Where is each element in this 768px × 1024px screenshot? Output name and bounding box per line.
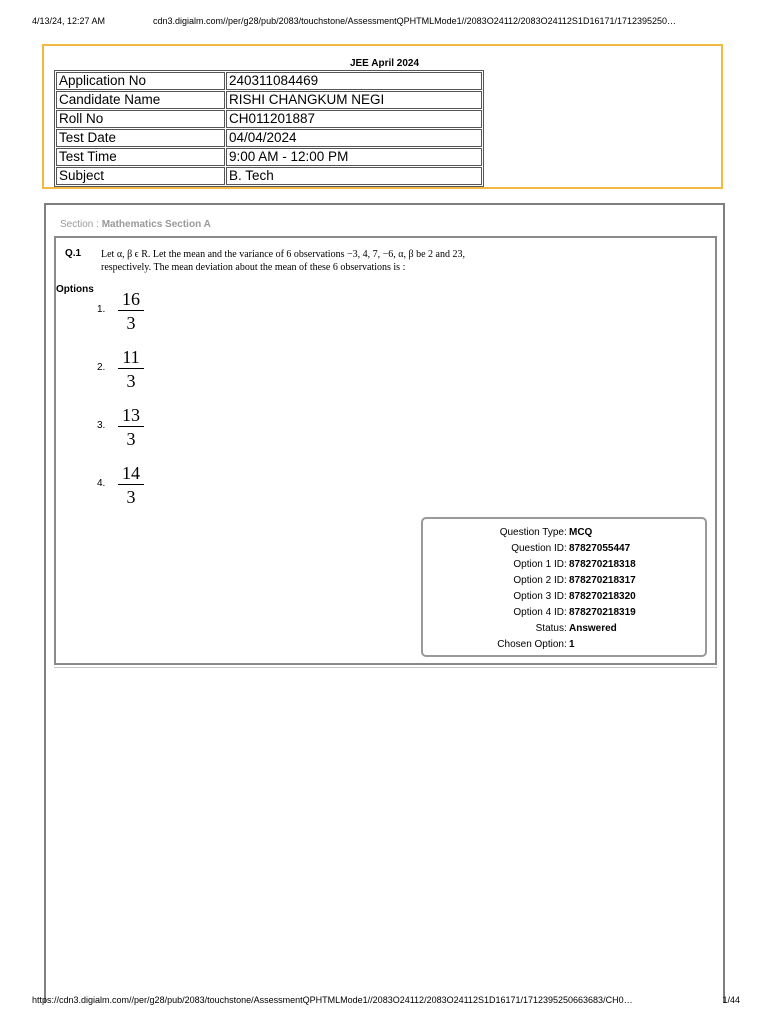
meta-separator: : [564,575,567,586]
fraction-denominator: 3 [126,313,136,333]
row-label: Roll No [56,110,225,128]
row-label: Subject [56,167,225,185]
meta-row [423,607,705,623]
section-panel [44,203,725,1003]
meta-label: Status [535,623,564,634]
fraction-denominator: 3 [126,371,136,391]
fraction-numerator: 14 [122,463,140,483]
meta-separator: : [564,607,567,618]
section-prefix: Section : [60,219,99,230]
fraction-numerator: 13 [122,405,140,425]
meta-label: Chosen Option [497,639,564,650]
option-number: 3. [97,420,106,431]
question-meta-panel [421,517,707,657]
fraction-denominator: 3 [126,487,136,507]
option-number: 1. [97,304,106,315]
fraction-numerator: 16 [122,289,140,309]
fraction-numerator: 11 [122,347,140,367]
meta-separator: : [564,543,567,554]
fraction-bar [118,426,144,427]
table-row [56,167,482,185]
table-row [56,72,482,90]
row-label: Test Date [56,129,225,147]
question-number: Q.1 [65,248,82,259]
meta-row [423,559,705,575]
meta-row [423,527,705,543]
option-fraction [118,289,144,333]
meta-label: Option 3 ID [513,591,564,602]
section-label [60,219,211,230]
candidate-info-panel [42,44,723,189]
option-fraction [118,347,144,391]
row-value: B. Tech [226,167,482,185]
meta-separator: : [564,559,567,570]
meta-label: Option 2 ID [513,575,564,586]
meta-value: Answered [569,623,617,634]
meta-value: 878270218319 [569,607,636,618]
meta-separator: : [564,527,567,538]
meta-value: MCQ [569,527,593,538]
meta-separator: : [564,591,567,602]
table-row [56,148,482,166]
question-text-line: Let α, β ϵ R. Let the mean and the variance of 6 observations −3, 4, 7, −6, α, β be 2 and 23, [101,249,465,260]
option-number: 4. [97,478,106,489]
meta-label: Question ID [511,543,564,554]
option-fraction [118,463,144,507]
row-label: Application No [56,72,225,90]
row-value: CH011201887 [226,110,482,128]
meta-value: 87827055447 [569,543,631,554]
fraction-bar [118,310,144,311]
meta-row [423,543,705,559]
question-text-line: respectively. The mean deviation about the mean of these 6 observations is : [101,262,406,273]
candidate-info-table [54,70,484,187]
meta-value: 878270218318 [569,559,636,570]
table-row [56,110,482,128]
meta-row [423,639,705,655]
option-number: 2. [97,362,106,373]
print-url[interactable]: cdn3.digialm.com//per/g28/pub/2083/touchstone/AssessmentQPHTMLMode1//2083O24112/2083O24112S1D16171/1712395250… [153,16,677,26]
row-value: RISHI CHANGKUM NEGI [226,91,482,109]
table-row [56,91,482,109]
meta-value: 878270218317 [569,575,636,586]
meta-value: 878270218320 [569,591,636,602]
print-timestamp: 4/13/24, 12:27 AM [32,16,106,26]
question-text [101,248,521,274]
meta-label: Option 4 ID [513,607,564,618]
meta-row [423,623,705,639]
options-heading: Options [56,284,94,295]
row-label: Test Time [56,148,225,166]
row-label: Candidate Name [56,91,225,109]
fraction-bar [118,484,144,485]
meta-separator: : [564,639,567,650]
meta-row [423,575,705,591]
fraction-bar [118,368,144,369]
row-value: 04/04/2024 [226,129,482,147]
meta-row [423,591,705,607]
option-fraction [118,405,144,449]
meta-separator: : [564,623,567,634]
divider [54,667,717,668]
section-name: Mathematics Section A [101,219,211,230]
question-panel [54,236,717,665]
fraction-denominator: 3 [126,429,136,449]
page-number: 1/44 [722,995,740,1005]
exam-title: JEE April 2024 [349,58,420,69]
meta-label: Question Type [499,527,564,538]
footer-url[interactable]: https://cdn3.digialm.com//per/g28/pub/2083/touchstone/AssessmentQPHTMLMode1//2083O24112/2083O24112S1D16171/1712395250663683/CH0… [32,995,633,1005]
row-value: 9:00 AM - 12:00 PM [226,148,482,166]
table-row [56,129,482,147]
meta-label: Option 1 ID [513,559,564,570]
meta-value: 1 [569,639,575,650]
row-value: 240311084469 [226,72,482,90]
